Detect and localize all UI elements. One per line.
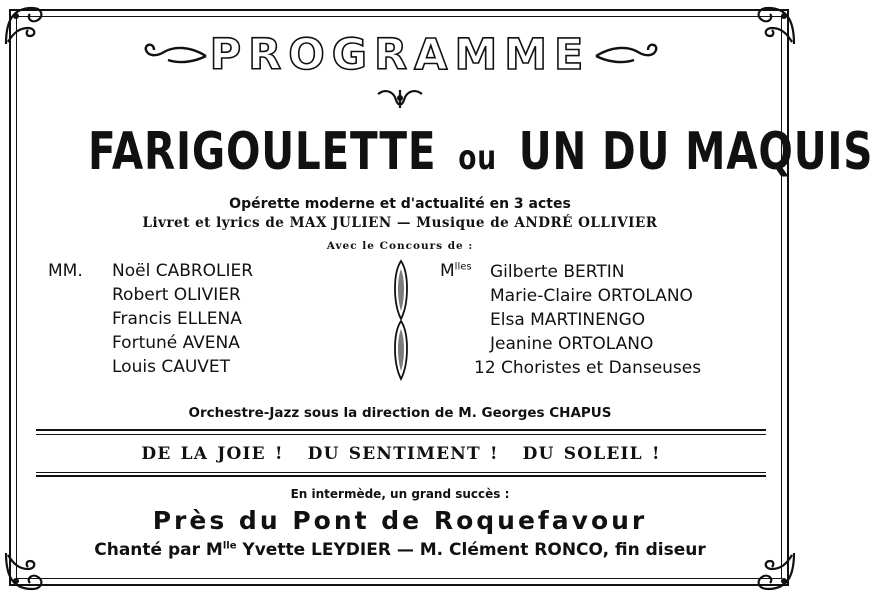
- slogan-band: [36, 444, 766, 464]
- central-divider-ornament: [390, 259, 412, 381]
- rule-bottom-thick: [36, 475, 766, 477]
- cast-member-woman: Elsa MARTINENGO: [490, 310, 646, 330]
- slogan-soleil: DU SOLEIL !: [522, 444, 661, 464]
- slogan-joie: DE LA JOIE !: [141, 444, 284, 464]
- cast-member-woman: Gilberte BERTIN: [490, 262, 625, 282]
- song-title: Près du Pont de Roquefavour: [152, 506, 648, 535]
- title-part-1: FARIGOULETTE: [88, 122, 437, 182]
- orchestra-line: Orchestre-Jazz sous la direction de M. Georges CHAPUS: [188, 405, 612, 421]
- cast-member-woman: Jeanine ORTOLANO: [490, 334, 654, 354]
- cast-member-man: Fortuné AVENA: [112, 333, 240, 353]
- slogan-sentiment: DU SENTIMENT !: [307, 444, 499, 464]
- programme-heading: PROGRAMME: [209, 30, 591, 80]
- intermede-line: En intermède, un grand succès :: [290, 487, 510, 501]
- operetta-subtitle: Opérette moderne et d'actualité en 3 actes: [229, 196, 571, 212]
- performers-line: Chanté par $M^{lle}$ Yvette LEYDIER — M. Clément RONCO, fin diseur: [94, 540, 706, 560]
- title-part-2: UN DU MAQUIS: [518, 122, 873, 182]
- author-credits: Livret et lyrics de MAX JULIEN — Musique de ANDRÉ OLLIVIER: [142, 215, 658, 231]
- operetta-title: [88, 122, 873, 182]
- title-conjunction: ou: [458, 138, 497, 178]
- chorus-line: 12 Choristes et Danseuses: [474, 358, 702, 378]
- cast-member-man: Noël CABROLIER: [112, 261, 254, 281]
- men-prefix: MM.: [48, 261, 83, 281]
- cast-member-woman: Marie-Claire ORTOLANO: [490, 286, 693, 306]
- cast-member-man: Robert OLIVIER: [112, 285, 241, 305]
- women-prefix: $M^{lles}$: [440, 261, 472, 281]
- rule-bottom-thin: [36, 472, 766, 473]
- cast-member-man: Louis CAUVET: [112, 357, 231, 377]
- cast-member-man: Francis ELLENA: [112, 309, 242, 329]
- concours-label: Avec le Concours de :: [326, 240, 474, 252]
- center-flourish: [374, 86, 426, 112]
- rule-top-thin: [36, 434, 766, 435]
- rule-top-thick: [36, 429, 766, 431]
